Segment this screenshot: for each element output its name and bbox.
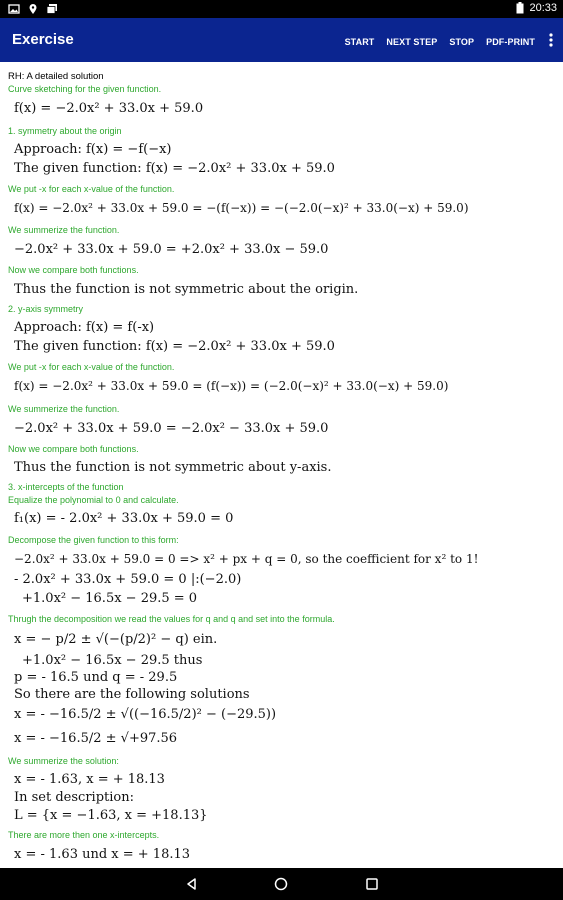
toolbar-title: Exercise (12, 31, 74, 48)
navigation-bar (0, 868, 563, 900)
section-text: We summerize the function. (8, 404, 120, 414)
stop-button[interactable]: STOP (449, 37, 475, 47)
math-line: f(x) = −2.0x² + 33.0x + 59.0 (14, 101, 204, 116)
math-line: x = - −16.5/2 ± √((−16.5/2)² − (−29.5)) (14, 707, 277, 722)
battery-icon (516, 2, 524, 14)
section-text: Now we compare both functions. (8, 444, 139, 454)
math-line: −2.0x² + 33.0x + 59.0 = 0 => x² + px + q = 0, so the coefficient for x² to 1! (14, 552, 479, 566)
math-line: L = {x = −1.63, x = +18.13} (14, 808, 208, 823)
recents-icon[interactable] (364, 876, 380, 892)
section-text: We summerize the function. (8, 225, 120, 235)
gallery-icon (46, 3, 58, 15)
home-icon[interactable] (273, 876, 289, 892)
math-line: Approach: f(x) = −f(−x) (14, 142, 172, 157)
section-text: Equalize the polynomial to 0 and calculate. (8, 495, 179, 505)
more-vert-icon[interactable] (547, 32, 555, 48)
image-icon (8, 3, 20, 15)
section-text: 3. x-intercepts of the function (8, 482, 124, 492)
section-text: We summerize the solution: (8, 756, 119, 766)
status-bar (0, 0, 563, 18)
location-pin-icon (27, 3, 39, 15)
math-line: f(x) = −2.0x² + 33.0x + 59.0 = −(f(−x)) = −(−2.0(−x)² + 33.0(−x) + 59.0) (14, 201, 469, 215)
pdf-print-button[interactable]: PDF-PRINT (486, 37, 535, 47)
math-line: p = - 16.5 und q = - 29.5 (14, 670, 178, 685)
start-button[interactable]: START (344, 37, 375, 47)
math-line: In set description: (14, 790, 134, 805)
math-line: +1.0x² − 16.5x − 29.5 = 0 (22, 591, 198, 606)
solution-content[interactable] (0, 64, 563, 868)
section-text: We put -x for each x-value of the function. (8, 184, 175, 194)
math-line: Thus the function is not symmetric about the origin. (14, 282, 359, 297)
section-text: There are more then one x-intercepts. (8, 830, 160, 840)
section-text: Thrugh the decomposition we read the values for q and q and set into the formula. (8, 614, 335, 624)
back-icon[interactable] (184, 876, 200, 892)
section-text: Decompose the given function to this form: (8, 535, 179, 545)
section-text: Curve sketching for the given function. (8, 84, 162, 94)
math-line: Approach: f(x) = f(-x) (14, 320, 155, 335)
section-text: We put -x for each x-value of the function. (8, 362, 175, 372)
math-line: Thus the function is not symmetric about y-axis. (14, 460, 332, 475)
next-step-button[interactable]: NEXT STEP (386, 37, 438, 47)
math-line: x = − p/2 ± √(−(p/2)² − q) ein. (14, 632, 218, 647)
math-line: +1.0x² − 16.5x − 29.5 thus (22, 653, 203, 668)
section-text: Now we compare both functions. (8, 265, 139, 275)
math-line: f(x) = −2.0x² + 33.0x + 59.0 = (f(−x)) = (−2.0(−x)² + 33.0(−x) + 59.0) (14, 379, 449, 393)
math-line: x = - 1.63 und x = + 18.13 (14, 847, 191, 862)
math-line: The given function: f(x) = −2.0x² + 33.0x + 59.0 (14, 161, 335, 176)
math-line: - 2.0x² + 33.0x + 59.0 = 0 |:(−2.0) (14, 572, 242, 587)
math-line: x = - −16.5/2 ± √+97.56 (14, 731, 178, 746)
math-line: x = - 1.63, x = + 18.13 (14, 772, 165, 787)
section-text: 1. symmetry about the origin (8, 126, 122, 136)
app-toolbar (0, 18, 563, 62)
math-line: −2.0x² + 33.0x + 59.0 = −2.0x² − 33.0x + 59.0 (14, 421, 329, 436)
section-text: 2. y-axis symmetry (8, 304, 84, 314)
math-line: f₁(x) = - 2.0x² + 33.0x + 59.0 = 0 (14, 511, 234, 526)
math-line: −2.0x² + 33.0x + 59.0 = +2.0x² + 33.0x − 59.0 (14, 242, 329, 257)
math-line: The given function: f(x) = −2.0x² + 33.0x + 59.0 (14, 339, 335, 354)
status-time: 20:33 (529, 2, 557, 14)
solution-header: RH: A detailed solution (8, 71, 104, 82)
math-line: So there are the following solutions (14, 687, 250, 702)
